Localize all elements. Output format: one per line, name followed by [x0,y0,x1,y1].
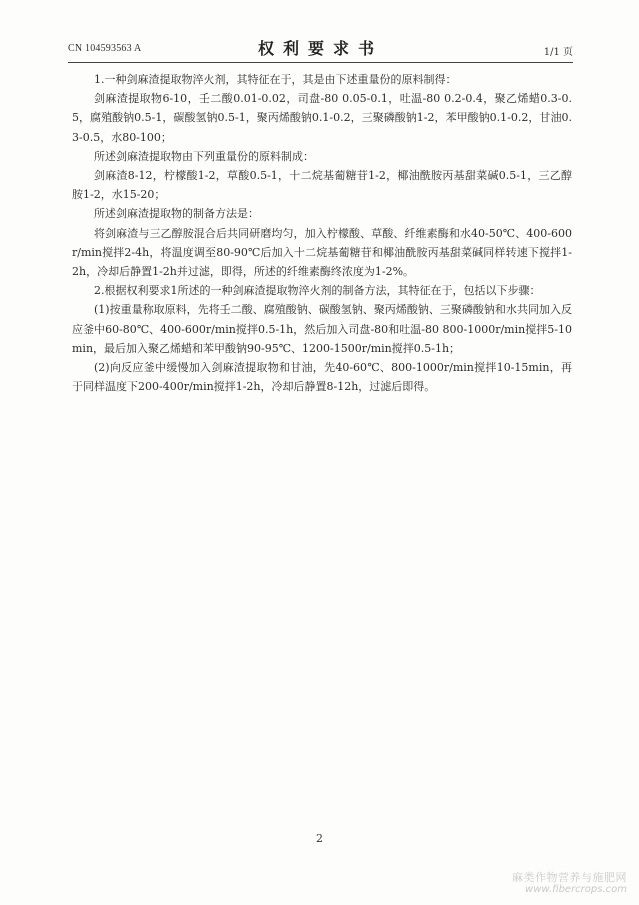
page-header [68,36,573,60]
page-count: 1/1 页 [543,47,573,58]
claim-1-formula: 剑麻渣提取物6-10，壬二酸0.01-0.02，司盘-80 0.05-0.1，吐温-80 0.2-0.4，聚乙烯蜡0.3-0.5，腐殖酸钠0.5-1，碳酸氢钠0.5-1，聚丙烯酸钠0.1-0.2，三聚磷酸钠1-2，苯甲酸钠0.1-0.2，甘油0.3-0.5，水80-100； [72,92,572,144]
claim-1-extract-formula: 剑麻渣8-12，柠檬酸1-2，草酸0.5-1，十二烷基葡糖苷1-2，椰油酰胺丙基甜菜碱0.5-1，三乙醇胺1-2，水15-20； [72,169,572,202]
claim-1-method-heading: 所述剑麻渣提取物的制备方法是： [94,207,259,221]
claim-1-extract-heading: 所述剑麻渣提取物由下列重量份的原料制成： [94,149,314,163]
publication-number: CN 104593563 A [68,43,142,54]
watermark-url: www.fibercrops.com [525,884,627,895]
watermark-site-name: 麻类作物营养与施肥网 [512,871,627,884]
claim-2-step-2: (2)向反应釜中缓慢加入剑麻渣提取物和甘油，先40-60℃、800-1000r/min搅拌10-15min，再于同样温度下200-400r/min搅拌1-2h，冷却后静置8-12h，过滤后即得。 [72,361,572,394]
page-number: 2 [316,832,323,845]
claim-2-intro: 2.根据权利要求1所述的一种剑麻渣提取物淬火剂的制备方法，其特征在于，包括以下步骤： [94,284,541,298]
claim-2-step-1: (1)按重量称取原料，先将壬二酸、腐殖酸钠、碳酸氢钠、聚丙烯酸钠、三聚磷酸钠和水共同加入反应釜中60-80℃、400-600r/min搅拌0.5-1h，然后加入司盘-80和吐温-80 800-1000r/min搅拌5-10min，最后加入聚乙烯蜡和苯甲酸钠90-95℃、1200-1500r/min搅拌0.5-1h； [72,303,572,355]
document-title: 权利要求书 [257,39,383,58]
claim-1-intro: 1.一种剑麻渣提取物淬火剂，其特征在于，其是由下述重量份的原料制得： [94,73,457,86]
claim-1-method: 将剑麻渣与三乙醇胺混合后共同研磨均匀，加入柠檬酸、草酸、纤维素酶和水40-50℃、400-600r/min搅拌2-4h，将温度调至80-90℃后加入十二烷基葡糖苷和椰油酰胺丙基甜菜碱同样转速下搅拌1-2h，冷却后静置1-2h并过滤，即得，所述的纤维素酶终浓度为1-2%。 [72,226,572,279]
claims-body [72,70,572,396]
header-divider [68,62,573,63]
site-watermark [512,872,627,896]
